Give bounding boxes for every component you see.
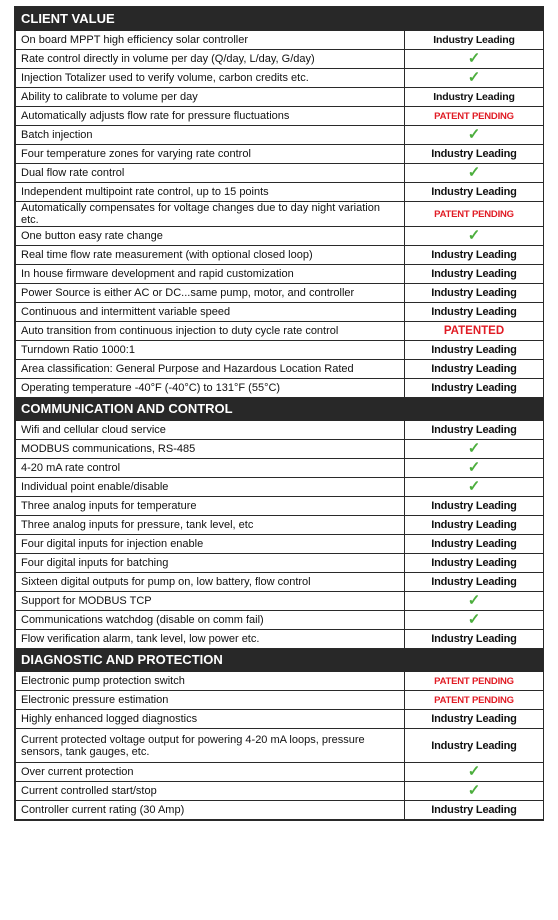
- value-cell: [405, 88, 544, 107]
- value-cell: [405, 672, 544, 691]
- feature-cell: Controller current rating (30 Amp): [16, 801, 405, 820]
- feature-cell: Ability to calibrate to volume per day: [16, 88, 405, 107]
- table-row: [16, 360, 544, 379]
- feature-table: [15, 7, 544, 820]
- checkmark-icon: ✓: [467, 163, 481, 181]
- table-row: [16, 630, 544, 649]
- industry-leading-label: Industry Leading: [433, 34, 515, 46]
- industry-leading-label: Industry Leading: [431, 148, 517, 160]
- feature-cell: Batch injection: [16, 126, 405, 145]
- table-row: [16, 801, 544, 820]
- patent-pending-label: PATENT PENDING: [434, 208, 514, 220]
- value-cell: [405, 284, 544, 303]
- value-cell: [405, 202, 544, 227]
- feature-cell: Individual point enable/disable: [16, 478, 405, 497]
- value-cell: [405, 497, 544, 516]
- feature-cell: Highly enhanced logged diagnostics: [16, 710, 405, 729]
- feature-cell: On board MPPT high efficiency solar controller: [16, 31, 405, 50]
- industry-leading-label: Industry Leading: [431, 713, 517, 725]
- table-row: [16, 478, 544, 497]
- table-row: [16, 535, 544, 554]
- table-row: [16, 145, 544, 164]
- section-header: [16, 649, 544, 672]
- table-row: [16, 303, 544, 322]
- feature-cell: Communications watchdog (disable on comm fail): [16, 611, 405, 630]
- table-row: [16, 421, 544, 440]
- checkmark-icon: ✓: [467, 68, 481, 86]
- feature-cell: In house firmware development and rapid customization: [16, 265, 405, 284]
- section-title: DIAGNOSTIC AND PROTECTION: [16, 649, 544, 672]
- value-cell: [405, 126, 544, 145]
- industry-leading-label: Industry Leading: [431, 363, 517, 375]
- value-cell: [405, 535, 544, 554]
- patent-pending-label: PATENT PENDING: [434, 694, 514, 706]
- feature-cell: Operating temperature -40°F (-40°C) to 131°F (55°C): [16, 379, 405, 398]
- checkmark-icon: ✓: [467, 477, 481, 495]
- feature-cell: Four digital inputs for batching: [16, 554, 405, 573]
- value-cell: [405, 246, 544, 265]
- table-row: [16, 611, 544, 630]
- value-cell: [405, 729, 544, 763]
- industry-leading-label: Industry Leading: [431, 576, 517, 588]
- industry-leading-label: Industry Leading: [431, 186, 517, 198]
- value-cell: [405, 554, 544, 573]
- value-cell: [405, 630, 544, 649]
- feature-cell: Power Source is either AC or DC...same pump, motor, and controller: [16, 284, 405, 303]
- patented-label: PATENTED: [443, 325, 505, 337]
- table-row: [16, 497, 544, 516]
- table-row: [16, 379, 544, 398]
- table-row: [16, 459, 544, 478]
- patent-pending-label: PATENT PENDING: [434, 110, 514, 122]
- table-row: [16, 440, 544, 459]
- feature-cell: 4-20 mA rate control: [16, 459, 405, 478]
- value-cell: [405, 782, 544, 801]
- value-cell: [405, 691, 544, 710]
- section-title: COMMUNICATION AND CONTROL: [16, 398, 544, 421]
- feature-cell: Independent multipoint rate control, up to 15 points: [16, 183, 405, 202]
- feature-cell: Wifi and cellular cloud service: [16, 421, 405, 440]
- feature-cell: Current protected voltage output for powering 4-20 mA loops, pressure sensors, tank gauges, etc.: [16, 729, 405, 763]
- checkmark-icon: ✓: [467, 226, 481, 244]
- feature-cell: Automatically compensates for voltage changes due to day night variation etc.: [16, 202, 405, 227]
- table-row: [16, 284, 544, 303]
- checkmark-icon: ✓: [467, 125, 481, 143]
- value-cell: [405, 341, 544, 360]
- feature-cell: Flow verification alarm, tank level, low power etc.: [16, 630, 405, 649]
- feature-cell: Auto transition from continuous injection to duty cycle rate control: [16, 322, 405, 341]
- feature-cell: Three analog inputs for pressure, tank level, etc: [16, 516, 405, 535]
- feature-cell: MODBUS communications, RS-485: [16, 440, 405, 459]
- industry-leading-label: Industry Leading: [431, 500, 517, 512]
- section-title: CLIENT VALUE: [16, 8, 544, 31]
- table-row: [16, 729, 544, 763]
- table-row: [16, 246, 544, 265]
- checkmark-icon: ✓: [467, 591, 481, 609]
- value-cell: [405, 50, 544, 69]
- feature-cell: Four temperature zones for varying rate control: [16, 145, 405, 164]
- table-row: [16, 183, 544, 202]
- industry-leading-label: Industry Leading: [431, 557, 517, 569]
- table-row: [16, 69, 544, 88]
- value-cell: [405, 440, 544, 459]
- feature-cell: Electronic pump protection switch: [16, 672, 405, 691]
- value-cell: [405, 183, 544, 202]
- table-row: [16, 107, 544, 126]
- value-cell: [405, 265, 544, 284]
- table-row: [16, 763, 544, 782]
- table-row: [16, 265, 544, 284]
- value-cell: [405, 107, 544, 126]
- section-header: [16, 8, 544, 31]
- table-row: [16, 31, 544, 50]
- feature-cell: Continuous and intermittent variable speed: [16, 303, 405, 322]
- industry-leading-label: Industry Leading: [431, 268, 517, 280]
- value-cell: [405, 710, 544, 729]
- value-cell: [405, 303, 544, 322]
- value-cell: [405, 69, 544, 88]
- feature-cell: Dual flow rate control: [16, 164, 405, 183]
- industry-leading-label: Industry Leading: [431, 287, 517, 299]
- value-cell: [405, 145, 544, 164]
- feature-cell: Four digital inputs for injection enable: [16, 535, 405, 554]
- value-cell: [405, 360, 544, 379]
- feature-cell: One button easy rate change: [16, 227, 405, 246]
- checkmark-icon: ✓: [467, 610, 481, 628]
- checkmark-icon: ✓: [467, 781, 481, 799]
- value-cell: [405, 801, 544, 820]
- table-row: [16, 672, 544, 691]
- industry-leading-label: Industry Leading: [431, 344, 517, 356]
- industry-leading-label: Industry Leading: [431, 424, 517, 436]
- table-row: [16, 126, 544, 145]
- table-row: [16, 227, 544, 246]
- table-row: [16, 592, 544, 611]
- table-row: [16, 341, 544, 360]
- industry-leading-label: Industry Leading: [431, 382, 517, 394]
- feature-cell: Rate control directly in volume per day (Q/day, L/day, G/day): [16, 50, 405, 69]
- checkmark-icon: ✓: [467, 762, 481, 780]
- value-cell: [405, 322, 544, 341]
- industry-leading-label: Industry Leading: [431, 804, 517, 816]
- industry-leading-label: Industry Leading: [431, 249, 517, 261]
- value-cell: [405, 573, 544, 592]
- checkmark-icon: ✓: [467, 458, 481, 476]
- value-cell: [405, 421, 544, 440]
- value-cell: [405, 763, 544, 782]
- table-row: [16, 202, 544, 227]
- feature-cell: Over current protection: [16, 763, 405, 782]
- value-cell: [405, 164, 544, 183]
- value-cell: [405, 611, 544, 630]
- feature-cell: Sixteen digital outputs for pump on, low battery, flow control: [16, 573, 405, 592]
- table-row: [16, 164, 544, 183]
- feature-cell: Three analog inputs for temperature: [16, 497, 405, 516]
- table-row: [16, 516, 544, 535]
- table-row: [16, 322, 544, 341]
- industry-leading-label: Industry Leading: [431, 739, 517, 752]
- industry-leading-label: Industry Leading: [433, 91, 515, 103]
- industry-leading-label: Industry Leading: [431, 538, 517, 550]
- checkmark-icon: ✓: [467, 439, 481, 457]
- value-cell: [405, 592, 544, 611]
- feature-cell: Area classification: General Purpose and Hazardous Location Rated: [16, 360, 405, 379]
- feature-cell: Real time flow rate measurement (with optional closed loop): [16, 246, 405, 265]
- feature-cell: Injection Totalizer used to verify volume, carbon credits etc.: [16, 69, 405, 88]
- industry-leading-label: Industry Leading: [431, 306, 517, 318]
- table-row: [16, 50, 544, 69]
- feature-cell: Support for MODBUS TCP: [16, 592, 405, 611]
- industry-leading-label: Industry Leading: [431, 519, 517, 531]
- feature-comparison-sheet: [14, 6, 544, 821]
- value-cell: [405, 227, 544, 246]
- feature-cell: Automatically adjusts flow rate for pressure fluctuations: [16, 107, 405, 126]
- value-cell: [405, 459, 544, 478]
- table-row: [16, 691, 544, 710]
- feature-cell: Electronic pressure estimation: [16, 691, 405, 710]
- industry-leading-label: Industry Leading: [431, 633, 517, 645]
- value-cell: [405, 478, 544, 497]
- table-row: [16, 782, 544, 801]
- feature-cell: Current controlled start/stop: [16, 782, 405, 801]
- value-cell: [405, 516, 544, 535]
- feature-cell: Turndown Ratio 1000:1: [16, 341, 405, 360]
- value-cell: [405, 31, 544, 50]
- value-cell: [405, 379, 544, 398]
- table-row: [16, 710, 544, 729]
- table-row: [16, 88, 544, 107]
- section-header: [16, 398, 544, 421]
- patent-pending-label: PATENT PENDING: [434, 675, 514, 687]
- table-row: [16, 554, 544, 573]
- checkmark-icon: ✓: [467, 49, 481, 67]
- table-row: [16, 573, 544, 592]
